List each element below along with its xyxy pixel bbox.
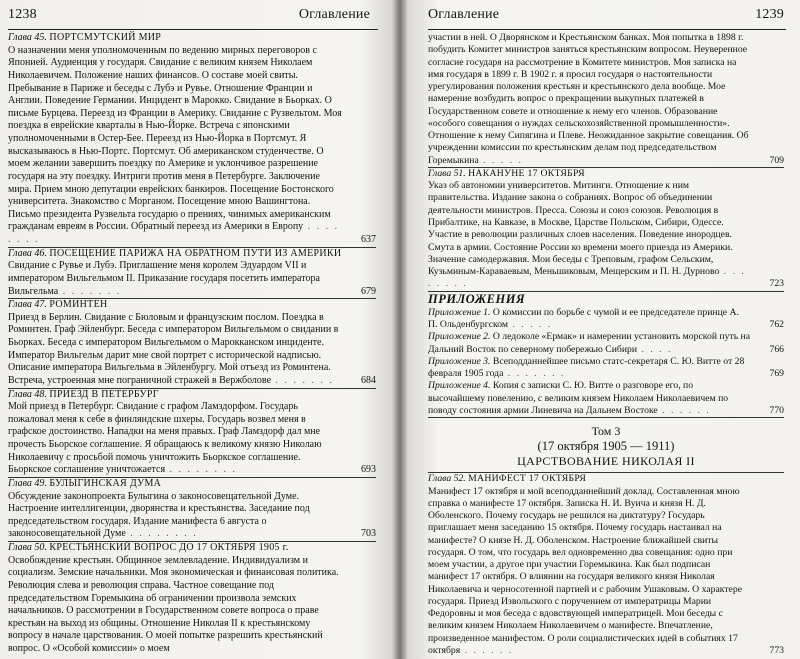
chapter-page: 723 <box>769 278 784 290</box>
chapter-label: Глава 52. <box>428 473 466 485</box>
toc-entry: Глава 46. ПОСЕЩЕНИЕ ПАРИЖА НА ОБРАТНОМ ПУТИ ИЗ АМЕРИКИ Свидание с Рувье и Лубэ. Приглашение меня королем Эдуардом VII и императором Вильгельмом II. Приказание государя посетить императора Вильгельма . . . . . . . 679 <box>8 248 376 300</box>
chapter-page: 709 <box>769 154 784 166</box>
chapter-heading: МАНИФЕСТ 17 ОКТЯБРЯ <box>468 473 587 485</box>
appendix-label: Приложение 2. <box>428 331 491 343</box>
appendix-page: 770 <box>769 404 784 416</box>
volume-title: ЦАРСТВОВАНИЕ НИКОЛАЯ II <box>517 454 695 469</box>
chapter-summary: Обсуждение законопроекта Булыгина о законосовещательной Думе. Настроение интеллигенции, дворянства и крестьянства. Заседание под председательством государя. Издание манифеста 6 августа о законосовещательной Думе <box>8 490 310 540</box>
chapter-summary: Манифест 17 октября и мой всеподданнейший доклад. Составленная мною справка о манифесте 17 октября. Записка Н. И. Вуича и князя Н. Д. Оболенского. Почему государь не решился на диктатуру? Государь приглашает меня заседанию 15 октября. Почему государь настаивал на манифесте? О князе Н. Д. Оболенском. Настроение ближайшей свиты государя. О том, что государь вел одновременно два совещания: одно при моем участии, а другое при участии Горемыкина. Как был подписан манифест 17 октября. О влиянии на государя великого князя Николая Николаевича и черносотенной партией и с рабочим Ушаковым. О характере государя. Приезд Извольского с поручением от императрицы Марии Федоровны и моя беседа с вдовствующей императрицей. Мои беседы с великим князем Николаем Николаевичем о манифесте. Впечатление, произведенное манифестом. О роли социалистических идей в событиях 17 октября <box>428 485 742 656</box>
chapter-label: Глава 47. <box>8 299 47 311</box>
header-rule <box>8 29 378 30</box>
toc-list <box>428 32 784 657</box>
running-head: Оглавление <box>298 7 370 22</box>
chapter-page: 693 <box>361 464 376 476</box>
chapter-heading: БУЛЫГИНСКАЯ ДУМА <box>49 477 162 489</box>
volume-dates: (17 октября 1905 — 1911) <box>537 439 675 454</box>
chapter-summary: Освобождение крестьян. Общинное землевладение. Индивидуализм и социализм. Земские начальники. Моя экономическая и финансовая политика. Революция слева и революция справа. Частное совещание под председательством Горемыкина об ограничении произвола земских начальников. О рассмотрении в Государственном совете вопроса о праве крестьян на выход из общины. Отношение Николая II к крестьянскому вопросу в начале царствования. О моей попытке разрешить крестьянский вопрос. О «Особой комиссии» о моем <box>8 554 339 654</box>
chapter-page: 684 <box>361 374 376 386</box>
appendix-label: Приложение 1. <box>428 306 491 318</box>
volume-heading <box>428 418 784 473</box>
appendix-page: 762 <box>769 319 784 331</box>
chapter-page: 703 <box>361 528 376 540</box>
chapter-page: 679 <box>361 285 376 297</box>
appendix-label: Приложение 4. <box>428 380 491 392</box>
appendix-page: 766 <box>769 343 784 355</box>
chapter-summary: Мой приезд в Петербург. Свидание с графом Ламздорфом. Государь пожаловал меня к себе в финляндские шхеры. Государь возвел меня в графское достоинство. Нападки на меня правых. Граф Ламздорф дал мне прочесть Бьорское соглашение. Я обращаюсь к великому князю Николаю Николаевичу с просьбой помочь уничтожить Бьоркское соглашение. Бьоркское соглашение уничтожается <box>8 401 322 476</box>
appendix-text: Всеподданнейшее письмо статс-секретаря С. Ю. Витте от 28 февраля 1905 года <box>428 355 745 380</box>
toc-entry: Глава 47. РОМИНТЕН Приезд в Берлин. Свидание с Бюловым и французским послом. Поездка в Роминтен. Граф Эйленбург. Беседа с императором Вильгельмом о свидании в Бьорках. Беседа с императором Вильгельмом о Марокканском инциденте. Император Вильгельм дарит мне свой портрет с исторической надписью. Описание императора Вильгельма в Эйленбургу. Мой отъезд из Роминтена. Встреча, устроенная мне пограничной стражей в Вержболове . . . . . . . 684 <box>8 299 376 388</box>
toc-list <box>8 32 376 656</box>
chapter-heading: ПОСЕЩЕНИЕ ПАРИЖА НА ОБРАТНОМ ПУТИ ИЗ АМЕРИКИ <box>49 247 342 259</box>
appendix-text: О ледоколе «Ермак» и намерении установить морской путь на Дальний Восток по северному побережью Сибири <box>428 331 751 355</box>
chapter-label: Глава 48. <box>8 388 47 400</box>
chapter-page: 773 <box>769 644 784 656</box>
chapter-label: Глава 46. <box>8 247 47 259</box>
chapter-label: Глава 50. <box>8 542 47 553</box>
chapter-heading: ПОРТСМУТСКИЙ МИР <box>49 32 162 43</box>
chapter-heading: НАКАНУНЕ 17 ОКТЯБРЯ <box>468 167 585 179</box>
chapter-label: Глава 51. <box>428 167 466 179</box>
chapter-summary: участии в ней. О Дворянском и Крестьянском банках. Моя попытка в 1898 г. побудить Комитет министров заняться крестьянским вопросом. Неуверенное согласие государя на рассмотрение в Комитете министров. Моя записка на имя государя в 1899 г. В 1902 г. я просил государя о настоятельности урегулирования положения крестьян и крестьянского дела вообще. Мое намерение возбудить вопрос о прекращении выкупных платежей в Государственном совете и отношение к нему его членов. Образование «особого совещания о нуждах сельскохозяйственной промышленности». Отношение к нему Сипягина и Плеве. Неожиданное закрытие совещания. Об учреждении комиссии по крестьянским делам под председательством Горемыкина <box>428 32 749 166</box>
chapter-heading: ПРИЕЗД В ПЕТЕРБУРГ <box>49 388 159 400</box>
appendix-text: Копия с записки С. Ю. Витте о разговоре его, по высочайшему повелению, с великим князем Николаем Николаевичем по поводу состояния армии Линевича на Дальнем Востоке <box>428 380 729 416</box>
chapter-heading: КРЕСТЬЯНСКИЙ ВОПРОС ДО 17 ОКТЯБРЯ 1905 г. <box>49 542 289 553</box>
running-head: Оглавление <box>428 7 500 22</box>
chapter-page: 637 <box>361 234 376 245</box>
chapter-summary: Приезд в Берлин. Свидание с Бюловым и французским послом. Поездка в Роминтен. Граф Эйленбург. Беседа с императором Вильгельмом о свидании в Бьорках. Беседа с императором Вильгельмом о Марокканском инциденте. Император Вильгельм дарит мне свой портрет с исторической надписью. Описание императора Вильгельма в Эйленбургу. Мой отъезд из Роминтена. Встреча, устроенная мне пограничной стражей в Вержболове <box>8 311 339 386</box>
toc-entry-continuation: участии в ней. О Дворянском и Крестьянском банках. Моя попытка в 1898 г. побудить Комитет министров заняться крестьянским вопросом. Неуверенное согласие государя на рассмотрение в Комитете министров. Моя записка на имя государя в 1899 г. В 1902 г. я просил государя о настоятельности урегулирования положения крестьян и крестьянского дела вообще. Мое намерение возбудить вопрос о прекращении выкупных платежей в Государственном совете и отношение к нему его членов. Образование «особого совещания о нуждах сельскохозяйственной промышленности». Отношение к нему Сипягина и Плеве. Неожиданное закрытие совещания. Об учреждении комиссии по крестьянским делам под председательством Горемыкина . . . . . 709 <box>428 32 784 168</box>
volume-number: Том 3 <box>591 424 621 439</box>
toc-entry <box>8 542 376 656</box>
appendix-text: О комиссии по борьбе с чумой и ее председателе принце А. П. Ольденбургском <box>428 306 739 331</box>
toc-entry: Глава 45. ПОРТСМУТСКИЙ МИР О назначении меня уполномоченным по ведению мирных переговоров с Японией. Аудиенция у государя. Свидание с великим князем Николаем Николаевичем. Положение наших финансов. О составе моей свиты. Пребывание в Париже и беседы с Лубэ и Рувье. Отношение Франции и Англии. Поведение Германии. Инцидент в Марокко. Свидание в Бьорках. О письме Бурцева. Переезд из Франции в Америку. Свидание с Рузвельтом. Моя поездка в еврейские кварталы в Нью-Йорке. Встреча с японскими уполномоченными в Остер-Бее. Переезд из Нью-Йорка в Портсмут. Я высказываюсь в Нью-Портс. Портсмут. Об американском студенчестве. О моем желании завершить поездку по Америке и уклончивое разрешение государя на эту поездку. Интриги против меня в Петербурге. Заключение мира. Прием мною депутации еврейских банкиров. Посещение Бостонского университета. Знакомство с Морганом. Посещение мною Вашингтона. Письмо президента Рузвельта государю о прениях, чинимых американским гражданам евреям в России. Обратный переезд из Америки в Европу . . . . . . . . 637 <box>8 32 376 248</box>
appendix-title: ПРИЛОЖЕНИЯ <box>428 291 526 306</box>
appendix-label: Приложение 3. <box>428 355 491 367</box>
page-number: 1238 <box>8 7 37 22</box>
chapter-heading: РОМИНТЕН <box>49 299 108 311</box>
right-page <box>400 0 800 659</box>
toc-entry: Глава 48. ПРИЕЗД В ПЕТЕРБУРГ Мой приезд в Петербург. Свидание с графом Ламздорфом. Государь пожаловал меня к себе в финляндские шхеры. Государь возвел меня в графское достоинство. Нападки на меня правых. Граф Ламздорф дал мне прочесть Бьорское соглашение. Я обращаюсь к великому князю Николаю Николаевичу с просьбой помочь уничтожить Бьоркское соглашение. Бьоркское соглашение уничтожается . . . . . . . . 693 <box>8 389 376 478</box>
chapter-label: Глава 49. <box>8 477 47 489</box>
toc-entry: Глава 52. МАНИФЕСТ 17 ОКТЯБРЯ Манифест 17 октября и мой всеподданнейший доклад. Составленная мною справка о манифесте 17 октября. Записка Н. И. Вуича и князя Н. Д. Оболенского. Почему государь не решился на диктатуру? Государь приглашает меня заседанию 15 октября. Почему государь настаивал на манифесте? О князе Н. Д. Оболенском. Настроение ближайшей свиты государя. О том, что государь вел одновременно два совещания: одно при моем участии, а другое при участии Горемыкина. Как был подписан манифест 17 октября. О влиянии на государя великого князя Николая Николаевича и черносотенной партией и с рабочим Ушаковым. О характере государя. Приезд Извольского с поручением от императрицы Марии Федоровны и моя беседа с вдовствующей императрицей. Мои беседы с великим князем Николаем Николаевичем о манифесте. Впечатление, произведенное манифестом. О роли социалистических идей в событиях 17 октября . . . . . . 773 <box>428 473 784 656</box>
toc-entry: Глава 49. БУЛЫГИНСКАЯ ДУМА Обсуждение законопроекта Булыгина о законосовещательной Думе. Настроение интеллигенции, дворянства и крестьянства. Заседание под председательством государя. Издание манифеста 6 августа о законосовещательной Думе . . . . . . . . 703 <box>8 478 376 542</box>
page-number: 1239 <box>755 7 784 22</box>
chapter-summary: О назначении меня уполномоченным по ведению мирных переговоров с Японией. Аудиенция у государя. Свидание с великим князем Николаем Николаевичем. Положение наших финансов. О составе моей свиты. Пребывание в Париже и беседы с Лубэ и Рувье. Отношение Франции и Англии. Поведение Германии. Инцидент в Марокко. Свидание в Бьорках. О письме Бурцева. Переезд из Франции в Америку. Свидание с Рузвельтом. Моя поездка в еврейские кварталы в Нью-Йорке. Встреча с японскими уполномоченными в Остер-Бее. Переезд из Нью-Йорка в Портсмут. Я высказываюсь в Нью-Портс. Портсмут. Об американском студенчестве. О моем желании завершить поездку по Америке и уклончивое разрешение государя на эту поездку. Интриги против меня в Петербурге. Заключение мира. Прием мною депутации еврейских банкиров. Посещение Бостонского университета. Знакомство с Морганом. Посещение мною Вашингтона. Письмо президента Рузвельта государю о прениях, чинимых американским гражданам евреям в России. Обратный переезд из Америки в Европу <box>8 44 342 233</box>
chapter-label: Глава 45. <box>8 32 47 43</box>
chapter-summary: Свидание с Рувье и Лубэ. Приглашение меня королем Эдуардом VII и императором Вильгельмом II. Приказание государя посетить императора Вильгельма <box>8 260 320 297</box>
appendix-page: 769 <box>769 368 784 380</box>
toc-entry: Глава 51. НАКАНУНЕ 17 ОКТЯБРЯ Указ об автономии университетов. Митинги. Отношение к ним правительства. Издание закона о собраниях. Вопрос об объединении деятельности министров. Пресса. Союзы и союз союзов. Революция в Прибалтике, на Кавказе, в Москве, Царстве Польском, Сибири, Одессе. Участие в революции различных слоев населения. Поведение инородцев. Смута в армии. Состояние России ко времени моего приезда из Америки. Значение самодержавия. Мои беседы с Треповым, графом Сельским, Кузьминым-Караваевым, Меньшиковым, Мещерским и П. Н. Дурново . . . . . . . . 723 <box>428 168 784 292</box>
appendix-section: ПРИЛОЖЕНИЯ Приложение 1. О комиссии по борьбе с чумой и ее председателе принце А. П. Ольденбургском . . . . . 762 Приложение 2. О ледоколе «Ермак» и намерении установить морской путь на Дальний Восток по северному побережью Сибири . . . . 766 Приложение 3. Всеподданнейшее письмо статс-секретаря С. Ю. Витте от 28 февраля 1905 года . . . . . . . 769 Приложение 4. Копия с записки С. Ю. Витте о разговоре его, по высочайшему повелению, с великим князем Николаем Николаевичем по поводу состояния армии Линевича на Дальнем Востоке . . . . . . 770 <box>428 293 784 419</box>
header-rule <box>428 29 786 30</box>
chapter-summary: Указ об автономии университетов. Митинги. Отношение к ним правительства. Издание закона о собраниях. Вопрос об объединении деятельности министров. Пресса. Союзы и союз союзов. Революция в Прибалтике, на Кавказе, в Москве, Царстве Польском, Сибири, Одессе. Участие в революции различных слоев населения. Поведение инородцев. Смута в армии. Состояние России ко времени моего приезда из Америки. Значение самодержавия. Мои беседы с Треповым, графом Сельским, Кузьминым-Караваевым, Меньшиковым, Мещерским и П. Н. Дурново <box>428 180 733 278</box>
book-gutter <box>392 0 408 659</box>
